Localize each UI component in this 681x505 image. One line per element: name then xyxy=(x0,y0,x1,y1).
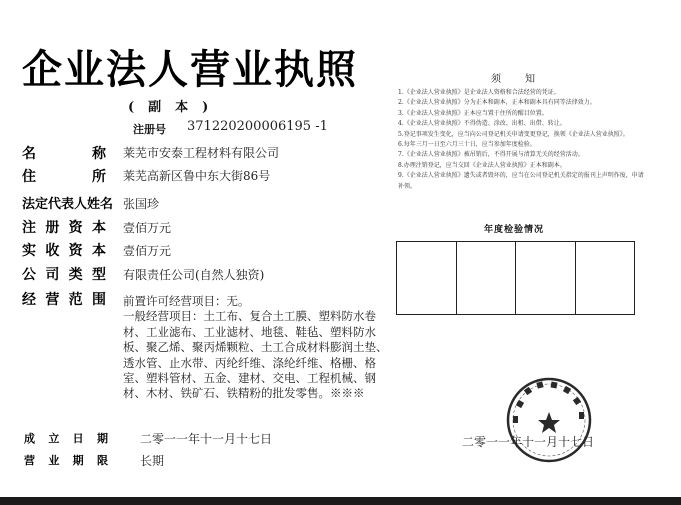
reg-no-label: 注册号 xyxy=(133,123,166,136)
notice-item: 8.办理注销登记，应当交回《企业法人营业执照》正本和副本。 xyxy=(398,161,566,169)
field-value-paid-capital: 壹佰万元 xyxy=(123,244,172,258)
inspection-cell xyxy=(576,242,635,314)
inspection-cell xyxy=(457,242,517,314)
term-label: 营业期限 xyxy=(24,454,108,467)
copy-label: (副本) xyxy=(128,100,223,115)
established-value: 二零一一年十一月十七日 xyxy=(140,432,273,446)
notice-title: 须知 xyxy=(491,74,559,85)
notice-item: 5.登记事项发生变化，应当向公司登记机关申请变更登记，换领《企业法人营业执照》。 xyxy=(398,130,629,138)
notice-item: 4.《企业法人营业执照》不得伪造、涂改、出租、出借、转让。 xyxy=(398,120,566,128)
scope-line-preapproval: 前置许可经营项目：无。 xyxy=(123,294,250,308)
field-value-name: 莱芜市安泰工程材料有限公司 xyxy=(123,146,280,160)
notice-item: 6.每年三月一日至六月三十日，应当参加年度检验。 xyxy=(398,141,536,149)
notice-item: 7.《企业法人营业执照》被吊销后，不得开展与清算无关的经营活动。 xyxy=(398,151,584,159)
business-scope xyxy=(123,294,388,402)
field-label-reg-capital: 注册资本 xyxy=(22,220,106,236)
inspection-cell xyxy=(397,242,457,314)
field-label-scope: 经营范围 xyxy=(22,292,106,308)
field-value-legal-rep: 张国珍 xyxy=(123,197,160,211)
annual-inspection-grid xyxy=(396,241,635,315)
field-label-name: 名称 xyxy=(22,146,106,162)
field-label-address: 住所 xyxy=(22,169,106,185)
notice-item: 2.《企业法人营业执照》分为正本和副本，正本和副本具有同等法律效力。 xyxy=(398,99,596,107)
scope-line-general: 一般经营项目：土工布、复合土工膜、塑料防水卷材、工业滤布、工业滤材、地毯、鞋毡、塑料防水板、聚乙烯、聚丙烯颗粒、土工合成材料膨润土垫、透水管、止水带、丙纶纤维、涤纶纤维、格栅、格室、塑料管材、五金、建材、交电、工程机械、钢材、木材、铁矿石、铁精粉的批发零售。※※※ xyxy=(123,309,388,401)
annual-inspection-title: 年度检验情况 xyxy=(484,225,545,235)
inspection-cell xyxy=(516,242,576,314)
field-label-legal-rep: 法定代表人姓名 xyxy=(22,197,114,212)
document-title: 企业法人营业执照 xyxy=(22,47,358,93)
field-value-company-type: 有限责任公司(自然人独资) xyxy=(123,268,265,282)
term-value: 长期 xyxy=(140,454,165,468)
reg-no-value: 371220200006195 -1 xyxy=(187,119,328,134)
official-seal-icon xyxy=(505,376,593,464)
bottom-border xyxy=(0,497,681,505)
notice-item: 1.《企业法人营业执照》是企业法人资格和合法经营的凭证。 xyxy=(398,89,560,96)
established-label: 成立日期 xyxy=(24,432,108,445)
notice-item: 9.《企业法人营业执照》遗失或者毁坏的，应当在公司登记机关指定的报刊上声明作废，申请补领。 xyxy=(398,172,644,190)
notice-item: 3.《企业法人营业执照》正本应当置于住所的醒目位置。 xyxy=(398,109,548,117)
field-label-company-type: 公司类型 xyxy=(22,267,106,283)
issue-date: 二零一一年十一月十七日 xyxy=(462,435,595,449)
field-label-paid-capital: 实收资本 xyxy=(22,243,106,259)
field-value-reg-capital: 壹佰万元 xyxy=(123,221,172,235)
field-value-address: 莱芜高新区鲁中东大街86号 xyxy=(123,169,271,183)
notice-list xyxy=(398,88,648,192)
